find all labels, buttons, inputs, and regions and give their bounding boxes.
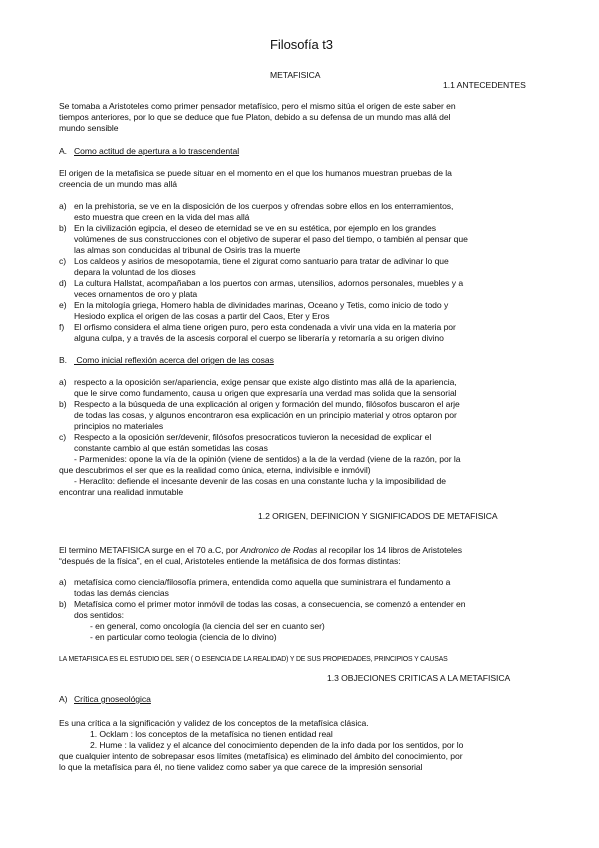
p12-line-2: “después de la física”, en el cual, Aristoteles entiende la metáfisica de dos formas distintas: (59, 556, 401, 566)
list-a-item-label: c) (59, 256, 67, 266)
list-a-item-line: depara la voluntad de los dioses (74, 267, 196, 277)
list-a-item-line: Hesiodo explica el origen de las cosas a partir del Caos, Eter y Eros (74, 311, 330, 321)
list-12-item-label: b) (59, 599, 67, 609)
sense-general: - en general, como oncología (la ciencia del ser en cuanto ser) (90, 621, 325, 631)
list-a-item-line: En la civilización egipcia, el deseo de eternidad se ve en su estética, por ejemplo en los grandes (74, 223, 436, 233)
list-12-item-line: Metafísica como el primer motor inmóvil de todas las cosas, a consecuencia, se comenzó a entender en (74, 599, 466, 609)
list-b-item-label: a) (59, 377, 67, 387)
list-b-item-line: principios no materiales (74, 421, 164, 431)
list-a-item-line: en la prehistoria, se ve en la disposición de los cuerpos y ofrendas sobre ellos en los enterramientos, (74, 201, 454, 211)
list-b-item-label: b) (59, 399, 67, 409)
list-a-item-label: b) (59, 223, 67, 233)
list-a-item-line: volúmenes de sus construcciones con el objetivo de superar el paso del tiempo, o también al pensar que (74, 234, 468, 244)
page-title: Filosofía t3 (270, 37, 333, 52)
list-a-item-line: El orfismo considera el alma tiene origen puro, pero esta condenada a vivir una vida en la materia por (74, 322, 456, 332)
p12-line-1 (59, 545, 462, 556)
subsection-a2-label: A) (59, 694, 68, 704)
list-a-item-label: d) (59, 278, 67, 288)
hume-line-3: lo que la metafísica para él, no tiene validez como saber ya que carece de la impresión sensorial (59, 762, 423, 772)
list-a-item-line: Los caldeos y asirios de mesopotamia, tiene el zigurat como santuario para tratar de adivinar lo que (74, 256, 449, 266)
section-heading-1-1: 1.1 ANTECEDENTES (443, 80, 526, 90)
list-b-item-line: respecto a la oposición ser/apariencia, exige pensar que existe algo distinto mas allá de la apariencia, (74, 377, 457, 387)
list-a-item-line: En la mitología griega, Homero habla de divinidades marinas, Oceano y Tetis, como inicio de todo y (74, 300, 449, 310)
hume-line-1: 2. Hume : la validez y el alcance del conocimiento dependen de la info dada por los sentidos, por lo (90, 740, 464, 750)
list-12-item-line: todas las demás ciencias (74, 588, 169, 598)
subsection-a-title: Como actitud de apertura a lo trascendental (74, 146, 240, 156)
list-b-item-line: constante cambio al que están sometidas las cosas (74, 443, 268, 453)
parmenides-line-2: que descubrimos el ser que es la realidad como única, eterna, indivisible e inmóvil) (59, 465, 371, 475)
list-a-item-line: La cultura Hallstat, acompañaban a los puertos con armas, utensilios, adornos personales, muebles y a (74, 278, 464, 288)
parmenides-line-1: - Parmenides: opone la vía de la opinión (viene de sentidos) a la de la verdad (viene de la razón, por la (74, 454, 461, 464)
section-heading-1-2: 1.2 ORIGEN, DEFINICION Y SIGNIFICADOS DE METAFISICA (258, 511, 498, 521)
p12-line-1-start: El termino METAFISICA surge en el 70 a.C, por (59, 545, 241, 555)
list-b-item-line: que le sirve como fundamento, causa u origen que expresaría una verdad mas solida que la sensorial (74, 388, 457, 398)
heraclito-line-1: - Heraclito: defiende el incesante devenir de las cosas en una constante lucha y la imposibilidad de (74, 476, 446, 486)
metafisica-definition: LA METAFISICA ES EL ESTUDIO DEL SER ( O ESENCIA DE LA REALIDAD) Y DE SUS PROPIEDADES, PRINCIPIOS Y CAUSAS (59, 656, 448, 663)
heraclito-line-2: encontrar una realidad inmutable (59, 487, 184, 497)
intro-line-3: mundo sensible (59, 123, 119, 133)
list-a-item-line: veces ornamentos de oro y plata (74, 289, 198, 299)
section-heading-1-3: 1.3 OBJECIONES CRITICAS A LA METAFISICA (327, 673, 511, 683)
subsection-a2-title: Crítica gnoseológica (74, 694, 151, 704)
list-b-item-line: de todas las cosas, y algunos encontraron esa explicación en un principio material y otros optaron por (74, 410, 457, 420)
list-a-item-line: alguna culpa, y a través de la ascesis corporal el cuerpo se liberaría y retornaría a su origen divino (74, 333, 444, 343)
list-a-item-label: e) (59, 300, 67, 310)
p12-line-1-end: al recopilar los 14 libros de Aristoteles (317, 545, 462, 555)
list-12-item-line: dos sentidos: (74, 610, 124, 620)
intro-line-1: Se tomaba a Aristoteles como primer pensador metafísico, pero el mismo sitúa el origen de este saber en (59, 101, 456, 111)
p12-author: Andronico de Rodas (240, 545, 318, 555)
list-a-item-line: esto muestra que creen en la vida del mas allá (74, 212, 250, 222)
list-12-item-label: a) (59, 577, 67, 587)
critica-intro: Es una crítica a la significación y validez de los conceptos de la metafísica clásica. (59, 718, 369, 728)
list-a-item-label: f) (59, 322, 65, 332)
list-12-item-line: metafísica como ciencia/filosofía primera, entendida como aquella que suministrara el fundamento a (74, 577, 451, 587)
subsection-a-label: A. (59, 146, 68, 156)
list-b-item-label: c) (59, 432, 67, 442)
list-a-item-line: las almas son conducidas al tribunal de Osiris tras la muerte (74, 245, 301, 255)
list-b-item-line: Respecto a la búsqueda de una explicación al origen y formación del mundo, filósofos buscaron el arje (74, 399, 460, 409)
subsection-a-para-line-2: creencia de un mundo mas allá (59, 179, 177, 189)
hume-line-2: que cualquier intento de sobrepasar esos límites (metafísica) es eliminado del ámbito del conocimiento, por (59, 751, 463, 761)
list-b-item-line: Respecto a la oposición ser/devenir, filósofos presocraticos tuvieron la necesidad de explicar el (74, 432, 432, 442)
ockham-line: 1. Ocklam : los conceptos de la metafísica no tienen entidad real (90, 729, 333, 739)
subsection-b-label: B. (59, 355, 68, 365)
section-heading-metafisica: METAFISICA (270, 70, 321, 80)
intro-line-2: tiempos anteriores, por lo que se deduce que fue Platon, debido a su defensa de un mundo mas allá del (59, 112, 451, 122)
list-a-item-label: a) (59, 201, 67, 211)
sense-particular: - en particular como teologia (ciencia de lo divino) (90, 632, 277, 642)
subsection-b-title: Como inicial reflexión acerca del origen de las cosas (74, 355, 274, 365)
subsection-a-para-line-1: El origen de la metafisica se puede situar en el momento en el que los humanos muestran pruebas de la (59, 168, 452, 178)
